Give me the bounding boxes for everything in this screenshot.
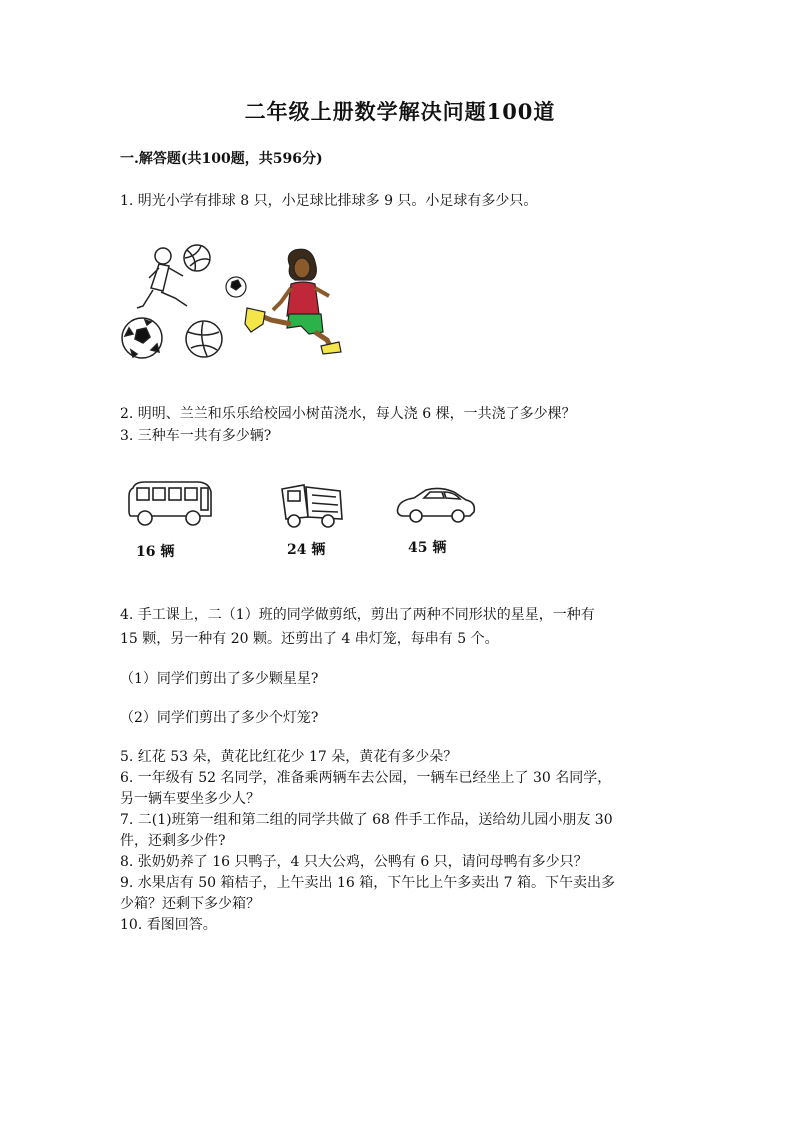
question-2: 2. 明明、兰兰和乐乐给校园小树苗浇水，每人浇 6 棵，一共浇了多少棵？ <box>120 406 576 422</box>
question-4-sub-2: （2）同学们剪出了多少个灯笼? <box>120 710 319 726</box>
page-title: 二年级上册数学解决问题100道 <box>244 99 556 124</box>
question-1: 1. 明光小学有排球 8 只，小足球比排球多 9 只。小足球有多少只。 <box>120 193 538 209</box>
sports-illustration <box>115 236 350 366</box>
question-8: 8. 张奶奶养了 16 只鸭子，4 只大公鸡，公鸭有 6 只，请问母鸭有多少只？ <box>120 854 588 870</box>
truck-count-label: 24 辆 <box>287 542 326 558</box>
soccer-ball-icon <box>122 318 162 358</box>
question-4-sub-1: （1）同学们剪出了多少颗星星? <box>120 671 319 687</box>
question-6-line-2: 另一辆车要坐多少人？ <box>120 791 260 807</box>
section-heading: 一.解答题(共100题，共596分) <box>120 151 323 167</box>
question-3: 3. 三种车一共有多少辆? <box>120 428 272 444</box>
question-4-line-2: 15 颗，另一种有 20 颗。还剪出了 4 串灯笼，每串有 5 个。 <box>120 631 499 647</box>
question-7-line-1: 7. 二(1)班第一组和第二组的同学共做了 68 件手工作品，送给幼儿园小朋友 30 <box>120 812 613 828</box>
question-5: 5. 红花 53 朵，黄花比红花少 17 朵，黄花有多少朵？ <box>120 749 458 765</box>
car-count-label: 45 辆 <box>408 540 447 556</box>
volleyball-icon <box>186 321 222 357</box>
boy-figure <box>137 248 187 308</box>
bus-icon <box>125 478 215 530</box>
question-7-line-2: 件，还剩多少件? <box>120 833 226 849</box>
girl-kicking-figure <box>245 249 341 354</box>
volleyball-top-icon <box>184 245 210 271</box>
small-soccer-ball-icon <box>226 277 246 297</box>
question-4-line-1: 4. 手工课上，二（1）班的同学做剪纸，剪出了两种不同形状的星星，一种有 <box>120 607 595 623</box>
question-9-line-2: 少箱？还剩下多少箱？ <box>120 896 260 912</box>
question-9-line-1: 9. 水果店有 50 箱桔子，上午卖出 16 箱，下午比上午多卖出 7 箱。下午卖出多 <box>120 875 616 891</box>
car-icon <box>394 486 478 526</box>
question-6-line-1: 6. 一年级有 52 名同学，准备乘两辆车去公园，一辆车已经坐上了 30 名同学， <box>120 770 612 786</box>
bus-count-label: 16 辆 <box>136 544 175 560</box>
question-10: 10. 看图回答。 <box>120 917 217 933</box>
truck-icon <box>278 481 346 533</box>
